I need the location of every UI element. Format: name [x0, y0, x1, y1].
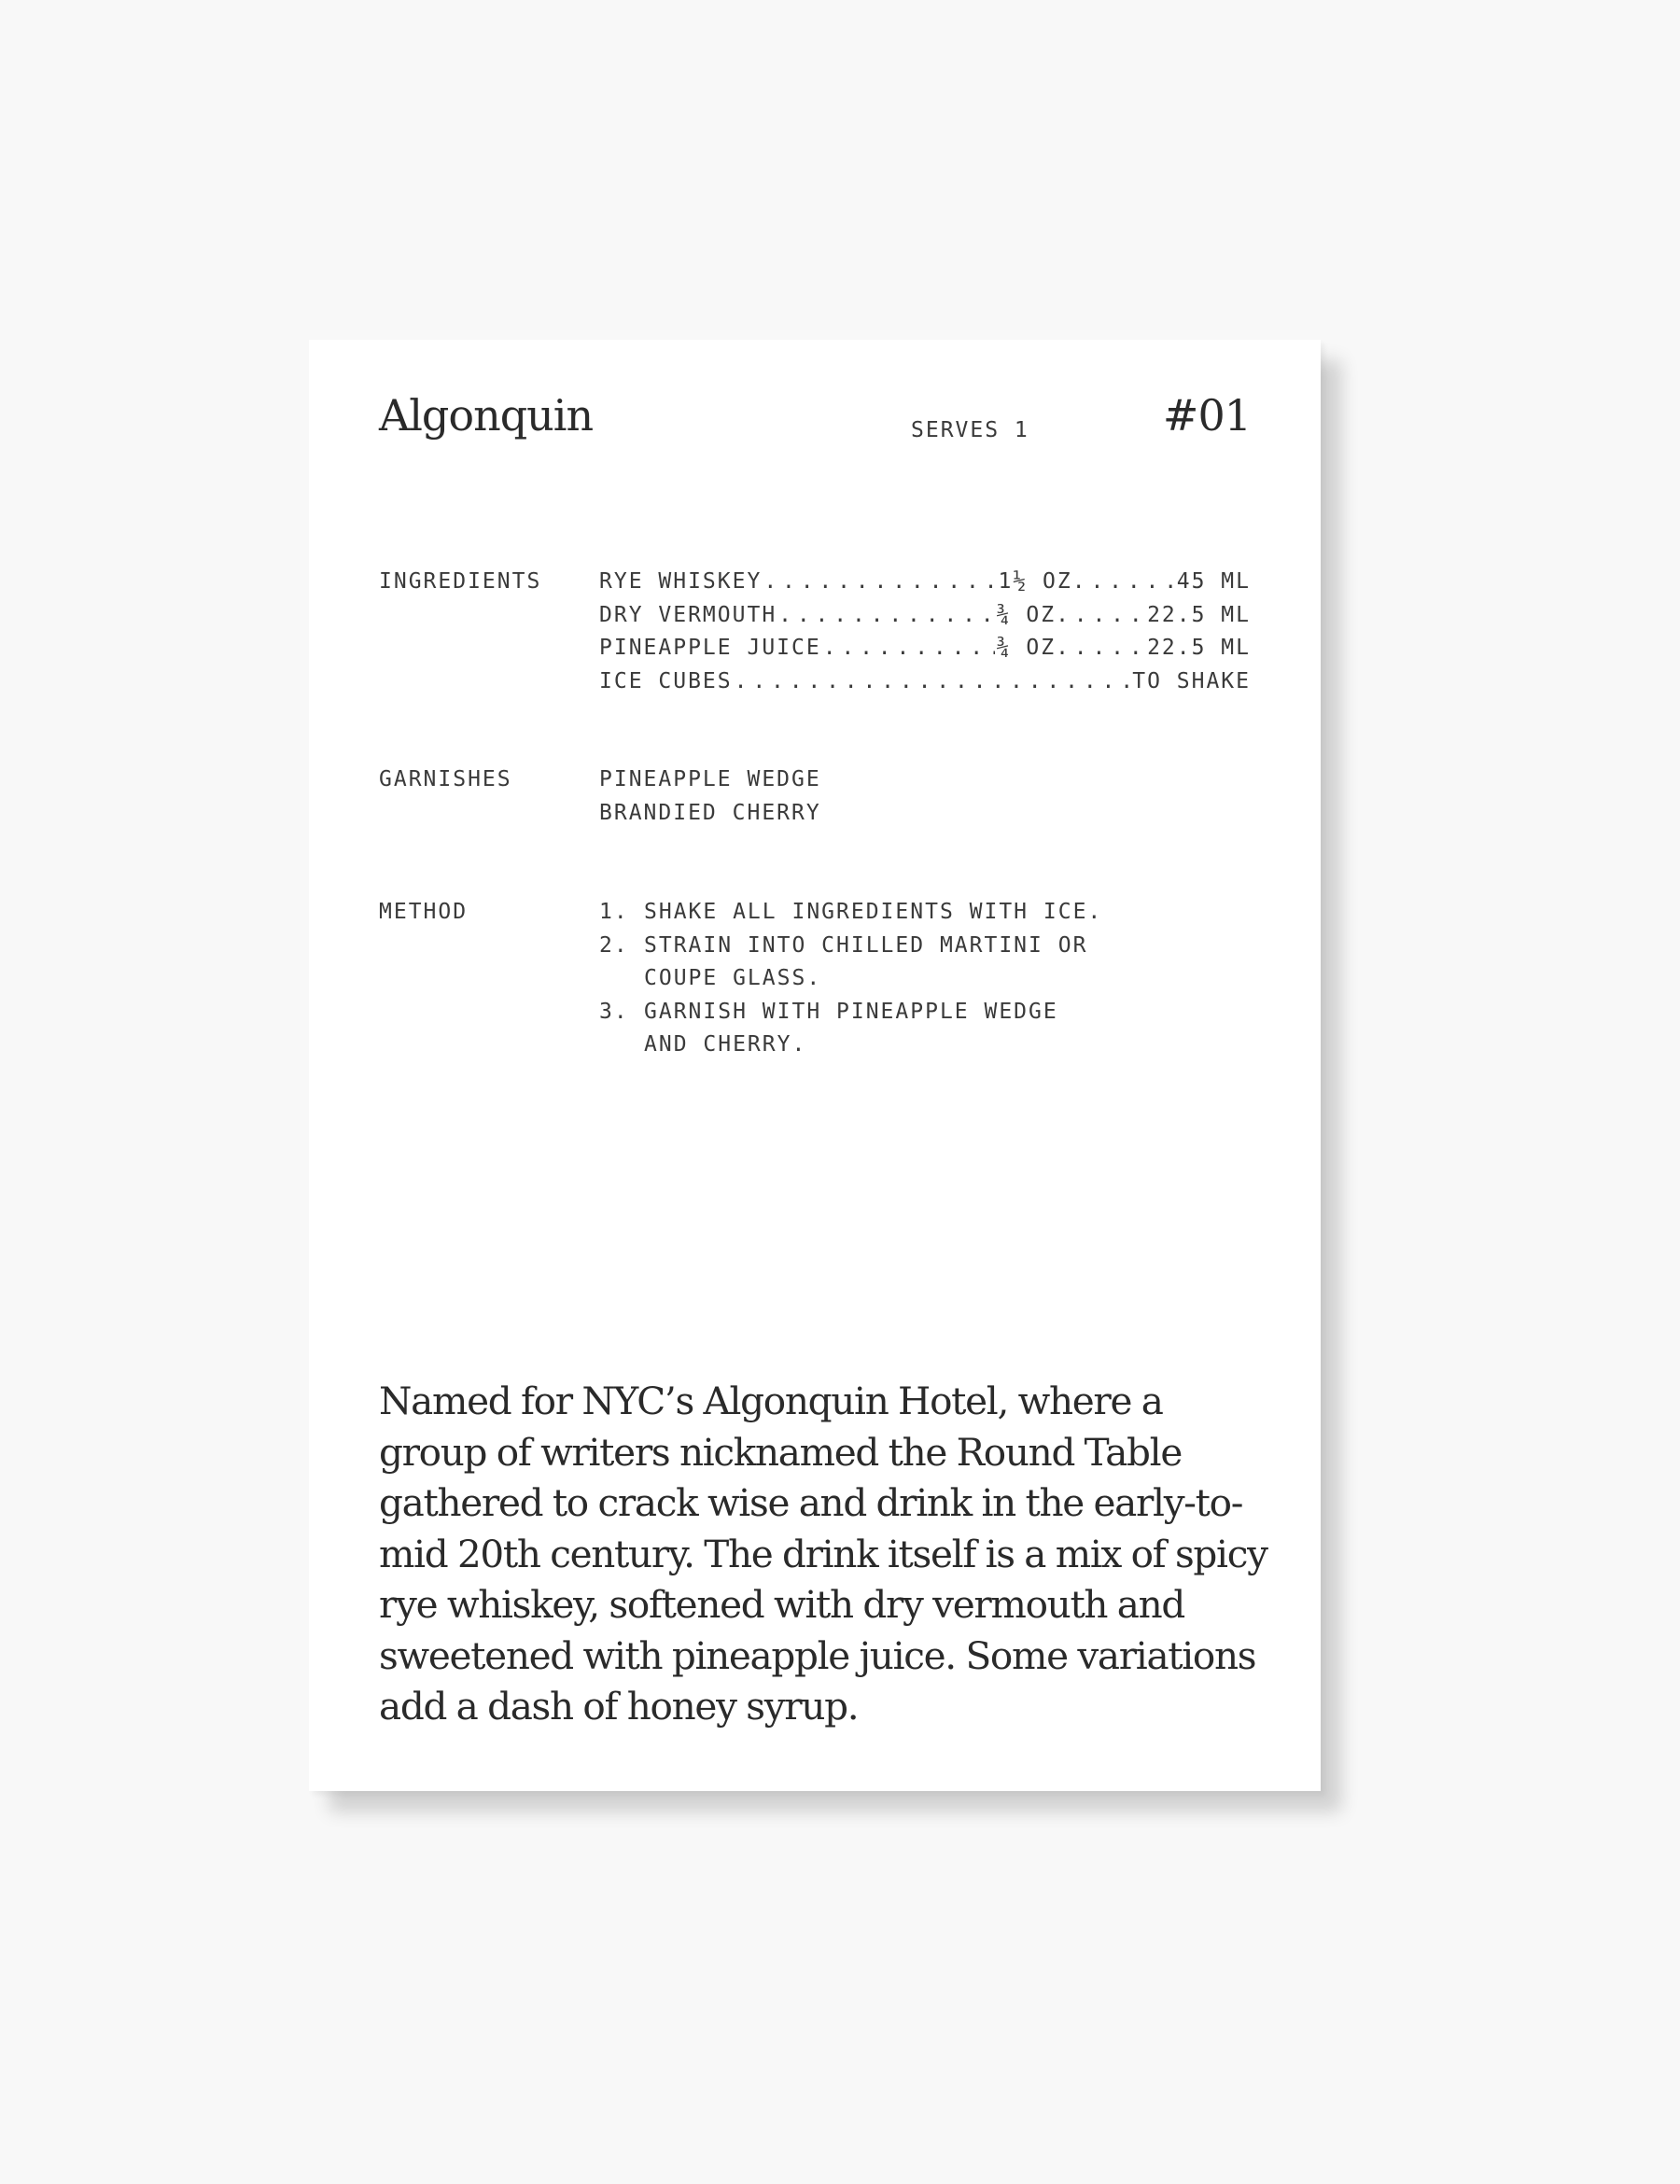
recipe-title: Algonquin — [379, 390, 594, 441]
ingredient-oz: ¾ OZ — [996, 602, 1057, 627]
step-text: SHAKE ALL INGREDIENTS WITH ICE. — [644, 900, 1103, 924]
dot-leader — [735, 665, 1131, 699]
dot-leader — [1056, 599, 1147, 633]
ingredient-name: ICE CUBES — [599, 668, 733, 693]
ingredient-ml: 22.5 ML — [1147, 602, 1251, 627]
ingredient-name: PINEAPPLE JUICE — [599, 636, 821, 660]
method-step — [599, 896, 1129, 930]
method-step — [599, 996, 1129, 1062]
method-step — [599, 930, 1129, 996]
ingredient-row — [599, 599, 1251, 633]
method-steps — [599, 896, 1129, 1062]
dot-leader — [1072, 566, 1177, 599]
ingredient-ml: 22.5 ML — [1147, 636, 1251, 660]
dot-leader — [823, 632, 995, 665]
ingredient-ml: 45 ML — [1176, 569, 1251, 594]
garnishes-list — [599, 763, 821, 830]
step-number: 3. — [599, 999, 629, 1024]
recipe-description: Named for NYC’s Algonquin Hotel, where a group of writers nicknamed the Round Table gathered to crack wise and drink in the early-to-mid 20th century. The drink itself is a mix of spicy rye whiskey, softened with dry vermouth and sweetened with pineapple juice. Some variations add a dash of honey syrup. — [379, 1379, 1267, 1729]
step-number: 1. — [599, 900, 629, 924]
recipe-card — [309, 340, 1321, 1791]
garnish-item: BRANDIED CHERRY — [599, 800, 821, 825]
ingredient-name: RYE WHISKEY — [599, 569, 763, 594]
ingredient-amount: TO SHAKE — [1132, 668, 1251, 693]
step-text: GARNISH WITH PINEAPPLE WEDGE AND CHERRY. — [644, 999, 1058, 1057]
step-text: STRAIN INTO CHILLED MARTINI OR COUPE GLASS. — [644, 932, 1088, 990]
ingredient-row — [599, 665, 1251, 699]
dot-leader — [763, 566, 996, 599]
step-number: 2. — [599, 932, 629, 958]
ingredients-label: INGREDIENTS — [379, 569, 542, 594]
ingredient-oz: 1½ OZ — [998, 569, 1072, 594]
serves-label: SERVES 1 — [911, 418, 1029, 442]
dot-leader — [1056, 632, 1147, 665]
ingredients-list — [599, 566, 1251, 698]
ingredient-name: DRY VERMOUTH — [599, 602, 777, 627]
ingredient-row — [599, 632, 1251, 665]
ingredient-row — [599, 566, 1251, 599]
dot-leader — [778, 599, 995, 633]
recipe-number: #01 — [1162, 390, 1251, 441]
ingredient-oz: ¾ OZ — [996, 636, 1057, 660]
garnishes-label: GARNISHES — [379, 767, 512, 791]
garnish-item: PINEAPPLE WEDGE — [599, 767, 821, 791]
method-label: METHOD — [379, 900, 469, 924]
